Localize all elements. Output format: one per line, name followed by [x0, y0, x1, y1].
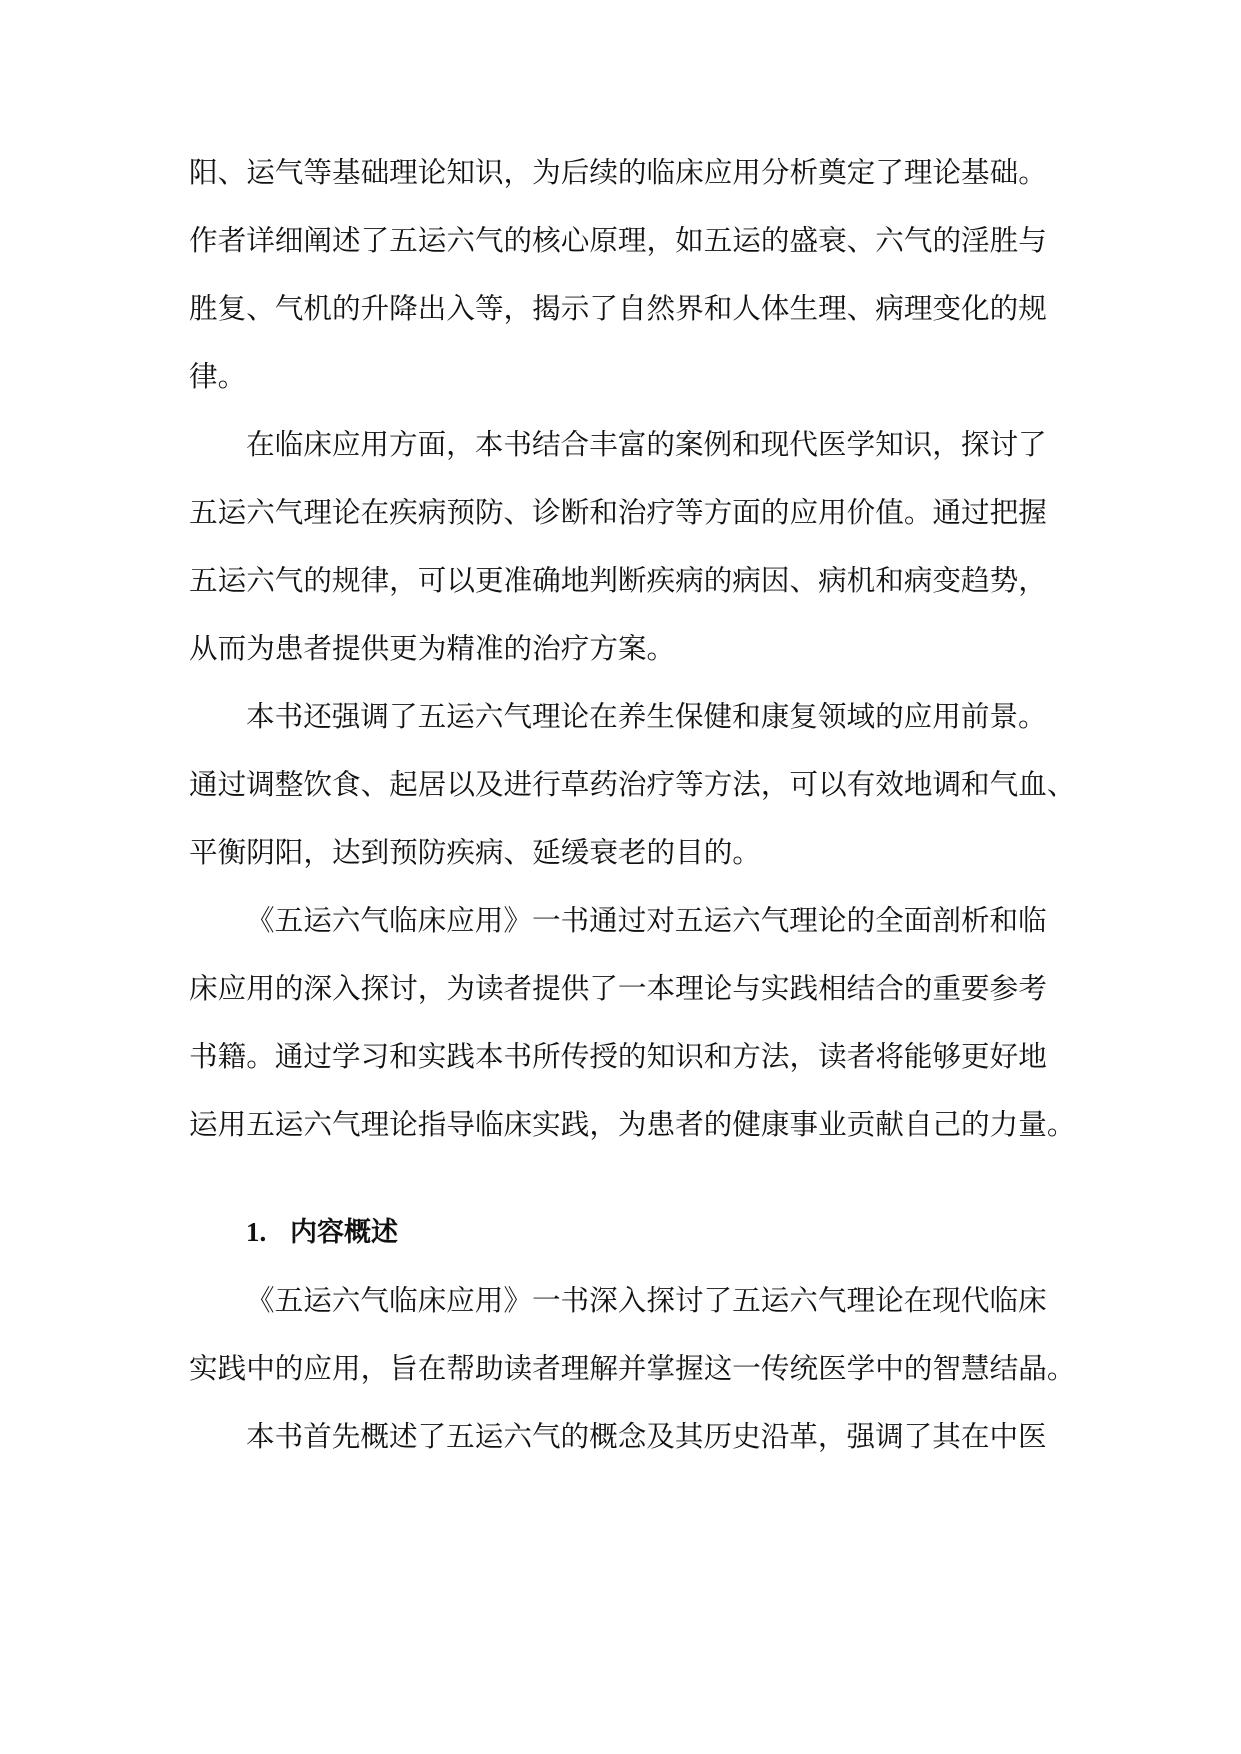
text-line: 律。	[189, 359, 247, 393]
text-line: 运用五运六气理论指导临床实践，为患者的健康事业贡献自己的力量。	[189, 1107, 1076, 1141]
text-line: 《五运六气临床应用》一书通过对五运六气理论的全面剖析和临	[246, 903, 1047, 937]
paragraph-continuation	[189, 138, 1049, 410]
section-spacer	[189, 1158, 1049, 1198]
text-line: 从而为患者提供更为精准的治疗方案。	[189, 631, 676, 665]
paragraph-overview	[189, 1266, 1076, 1402]
text-line: 本书还强调了五运六气理论在养生保健和康复领域的应用前景。	[246, 699, 1047, 733]
text-line: 床应用的深入探讨，为读者提供了一本理论与实践相结合的重要参考	[189, 971, 1047, 1005]
text-line: 书籍。通过学习和实践本书所传授的知识和方法，读者将能够更好地	[189, 1039, 1047, 1073]
text-line: 五运六气理论在疾病预防、诊断和治疗等方面的应用价值。通过把握	[189, 495, 1047, 529]
text-line: 胜复、气机的升降出入等，揭示了自然界和人体生理、病理变化的规	[189, 291, 1047, 325]
text-line: 在临床应用方面，本书结合丰富的案例和现代医学知识，探讨了	[246, 427, 1047, 461]
section-title: 内容概述	[290, 1217, 398, 1248]
text-line: 《五运六气临床应用》一书深入探讨了五运六气理论在现代临床	[246, 1283, 1047, 1317]
text-line: 平衡阴阳，达到预防疾病、延缓衰老的目的。	[189, 835, 761, 869]
text-line: 通过调整饮食、起居以及进行草药治疗等方法，可以有效地调和气血、	[189, 767, 1076, 801]
document-body	[189, 138, 1076, 1470]
section-heading	[189, 1198, 1049, 1266]
text-line: 作者详细阐述了五运六气的核心原理，如五运的盛衰、六气的淫胜与	[189, 223, 1047, 257]
text-line: 五运六气的规律，可以更准确地判断疾病的病因、病机和病变趋势，	[189, 563, 1047, 597]
text-line: 阳、运气等基础理论知识，为后续的临床应用分析奠定了理论基础。	[189, 155, 1047, 189]
paragraph-history	[189, 1402, 1049, 1470]
paragraph-clinical-application	[189, 410, 1049, 682]
text-line: 实践中的应用，旨在帮助读者理解并掌握这一传统医学中的智慧结晶。	[189, 1351, 1076, 1385]
paragraph-summary	[189, 886, 1076, 1158]
paragraph-health-preservation	[189, 682, 1076, 886]
section-number: 1.	[246, 1217, 267, 1247]
text-line: 本书首先概述了五运六气的概念及其历史沿革，强调了其在中医	[246, 1419, 1047, 1453]
